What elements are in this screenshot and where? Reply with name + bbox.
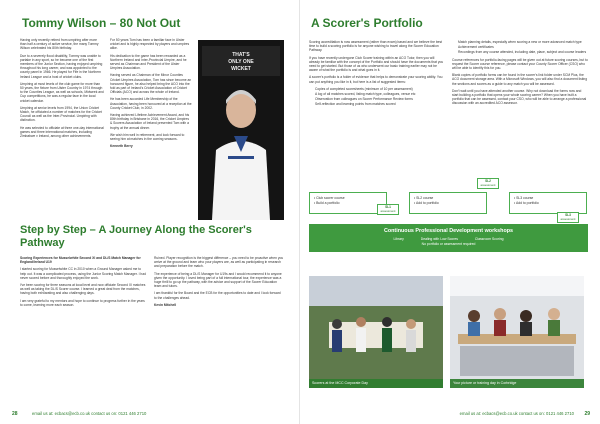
list-item: • Match planning details, especially when scoring a new or more advanced match type <box>458 40 588 44</box>
sl2-assessment-tag <box>477 178 499 189</box>
article2-column-1 <box>20 256 148 396</box>
tag-sub: assessment <box>560 216 576 221</box>
stage-item: • Club scorer course <box>314 196 345 200</box>
banner-item: Library <box>393 237 404 241</box>
article1-paragraph: We wish him well in retirement, and look forward to seeing him at matches in the coming seasons. <box>110 132 185 142</box>
banner-item: Dealing with Low Scores <box>420 237 458 241</box>
page-number-left: 28 <box>12 411 18 417</box>
stage-item: • Add to portfolio <box>414 200 439 205</box>
article2-paragraph: The experience of being a DL/S Manager for U19s and I would recommend it to anyone given the opportunity. I loved being part of a full international tour, the experience was a huge thrill to go up the pathway, with the advice and support of the Scorer Education team and tutors. <box>154 271 282 289</box>
article1-paragraph: Having only recently retired from umpiring after more than half a century of active service, the many Tommy Wilson celebrated his 80th birthday. <box>20 38 99 51</box>
portfolio-paragraph: If you have recently undergone Club Scorer training within an ACO Tutor, then you will already be familiar with the concept of the Portfolio and should have the documents that you need to get started. But those of us who underwent our basic training earlier may not be aware of what the portfolio is and what goes in it. <box>309 55 444 73</box>
portrait-illustration <box>198 40 284 220</box>
photo-corporate-day <box>309 276 443 388</box>
photo-caption: Scorers at the MCC Corporate Day <box>309 379 443 388</box>
list-item: • Self-reflection and learning points from matches scored <box>315 102 445 106</box>
svg-text:WICKET: WICKET <box>231 66 251 72</box>
article1-paragraph: He was selected to officiate at three one-day international games and three international matches, including Zimbabwe v Ireland, among other achievements. <box>20 125 104 139</box>
portfolio-list-2 <box>452 40 588 55</box>
right-page <box>300 0 600 424</box>
photo-caption: Your picture or training day in Corbridge <box>450 379 584 388</box>
article2-paragraph: I am thankful for the Board and the ECB for the opportunities to date and I look forward to the challenges ahead. <box>154 291 281 300</box>
article-title-tommy-wilson: Tommy Wilson – 80 Not Out <box>22 16 181 30</box>
stage-item: • Build a portfolio <box>314 200 340 205</box>
list-item: • Recordings from any course attended, including date, place, subject and course leaders <box>458 50 588 54</box>
portfolio-list-1 <box>309 87 445 107</box>
svg-text:ONLY ONE: ONLY ONE <box>228 59 254 65</box>
article1-paragraph: Having achieved Lifetime Achievement Award, and his 80th birthday in Brisbane in 2016, the Cricket Umpires & Scorers Association of Ireland presented Tom with a trophy at the annual dinner. <box>110 113 190 130</box>
pathway-stage-1 <box>309 192 387 214</box>
banner-item: Classroom Scoring <box>474 237 504 241</box>
photo-training-day <box>450 276 584 388</box>
article-title-portfolio: A Scorer's Portfolio <box>311 16 423 30</box>
svg-text:THAT'S: THAT'S <box>232 52 250 58</box>
banner-title: Continuous Professional Development workshops <box>383 228 514 234</box>
scorer-pathway-diagram <box>309 174 588 252</box>
pathway-stage-3 <box>509 192 587 214</box>
portfolio-column-1 <box>309 40 445 172</box>
banner-items <box>309 237 588 241</box>
sl3-assessment-tag <box>557 212 579 223</box>
tommy-wilson-photo <box>198 40 284 220</box>
article2-paragraph: Ruined. Player recognition is the biggest difference – you need to be proactive when you arrive at the ground and learn who your players are, as well as participating in research and preparation before the match. <box>154 256 284 269</box>
footer-right: email us at: ecbacs@ecb.co.uk contact us on: 0121 446 2710 <box>459 411 574 416</box>
portfolio-paragraph: Course references for portfolio-facing pages will be given out at future scoring courses, but to request the Scorer course reference, please contact your County Scorer Officer (CSO) who will be able to identify this for you. <box>452 57 588 71</box>
article2-paragraph: I've been scoring for three seasons at local level and now officiate Second XI matches as well as taking the DL/S Scorer course. I learned a great deal from the matches, having both exhilarating and also challenging days. <box>20 283 146 296</box>
tag-label: SL2 <box>485 179 491 183</box>
article1-paragraph: For 50 years Tom has been a familiar face in Ulster cricket and is highly respected by players and umpires alike. <box>110 38 190 51</box>
article1-column-2 <box>110 38 192 222</box>
banner-note: No portfolio or assessment required <box>421 242 476 246</box>
article2-paragraph: I started scoring for Musselwhite CC in 2010 when a Ground Manager asked me to help out. It was a complicated process, using the Junior Scoring Match Manager. I had never scored before and thoroughly enjoyed the work. <box>20 267 146 280</box>
article1-paragraph: Umpiring at senior levels from 1994, the Union Cricket Match, he officiated a number of matches for the Cricket Council as well as the Inter-Provincial. Umpiring with distinction. <box>20 105 102 123</box>
stage-item: • SL3 course <box>514 196 534 200</box>
tag-sub: assessment <box>480 182 496 187</box>
cpd-workshops-banner <box>309 224 588 252</box>
page-number-right: 29 <box>584 411 590 417</box>
article2-author: Kevin Mitchell <box>154 302 177 307</box>
footer-left: email us at: ecbacs@ecb.co.uk contact us on: 0121 446 2710 <box>32 411 147 416</box>
list-item: • Observation from colleagues on Scorer Performance Review forms <box>315 97 445 101</box>
stage-item: • Add to portfolio <box>514 200 539 205</box>
pathway-stage-2 <box>409 192 487 214</box>
list-item: • Achievement certificates <box>458 45 588 49</box>
stage-item: • SL2 course <box>414 196 434 200</box>
portfolio-paragraph: Scoring accreditation is now assessment (rather than exam) based and we believe the best time to build a scoring portfolio is for anyone wishing to travel along the Scorer Education Pathway. <box>309 40 443 53</box>
article1-paragraph: Due to a severely flood disability, Tommy was unable to partake in any sport, so he became one of the first members of the Junior Section, having enjoyed umpiring throughout his long career, and was appointed to the county panel in 1966. He played for Fife in the Northern Ireland League and a host of cricket clubs. <box>20 53 103 79</box>
portfolio-paragraph: Blank copies of portfolio forms can be found in the scorer's link folder under SCM Plus, the ACO document storage area. With a Microsoft Windows, you will also find a document listing the sections and scores as a guide to any match you will be assessed. <box>452 73 588 86</box>
training-day-illustration <box>450 276 584 388</box>
article2-paragraph: I am very grateful to my mentors and hope to continue to progress further in the years to come, learning more each season. <box>20 298 145 307</box>
article2-subheading: Scoring Experiences for Musselwhite Second XI and DL/S Match Manager for England/Ireland U19 <box>20 256 141 265</box>
article-title-scorers-pathway: Step by Step – A Journey Along the Scorer's Pathway <box>20 224 252 249</box>
article1-paragraph: Having served as Chairman of the Minor Counties Cricket Umpires Association, Tom has since become an honoured figure, he also helped bring the ACO into the fold as part of Ireland's Cricket Association of Cricket Officials (ACO) and across the whole of Ireland. <box>110 73 192 95</box>
article2-column-2 <box>154 256 284 396</box>
portfolio-paragraph: Don't wait until you have attended another course. Why not download the forms now and start building a portfolio that opens your whole scoring career? When you have built a portfolio that can be assessed, contact your CSO, who will be able to arrange a professional discussion with an accredited ACO assessor. <box>452 88 587 106</box>
corporate-day-illustration <box>309 276 443 388</box>
portfolio-column-2 <box>452 40 588 172</box>
list-item: • Copies of completed scoresheets (minimum of 10 per assessment) <box>315 87 445 91</box>
tag-label: SL3 <box>565 213 571 217</box>
list-item: • A log of all matches scored, listing match type, colleagues, venue etc <box>315 92 445 96</box>
article1-paragraph: He has been accorded Life Membership of the Association, having been honoured at a reception at the County Cricket Club, in 2002. <box>110 97 192 110</box>
article1-column-1 <box>20 38 104 222</box>
sl1-assessment-tag <box>377 204 399 215</box>
tag-label: SL1 <box>385 205 391 209</box>
tag-sub: assessment <box>380 208 396 213</box>
article1-author: Kenneth Berry <box>110 144 133 149</box>
article1-paragraph: Umpiring at most levels of the club game for more than 50 years, the fixture from Ulster Country in 1974 through to the Counties League, as well as schools, Midweek and Cup competitions, he was a regular face in the local cricket calendar. <box>20 81 104 103</box>
article1-paragraph: His dedication to the game has been rewarded as a Northern Ireland and Inter-Provincial Umpire, and he served as Chairman and President of the Ulster Umpires Association. <box>110 53 187 71</box>
portfolio-paragraph: A scorer's portfolio is a folder of evidence that helps to demonstrate your scoring ability. You can put anything you like in it, but here is a list of suggested items: <box>309 75 443 84</box>
